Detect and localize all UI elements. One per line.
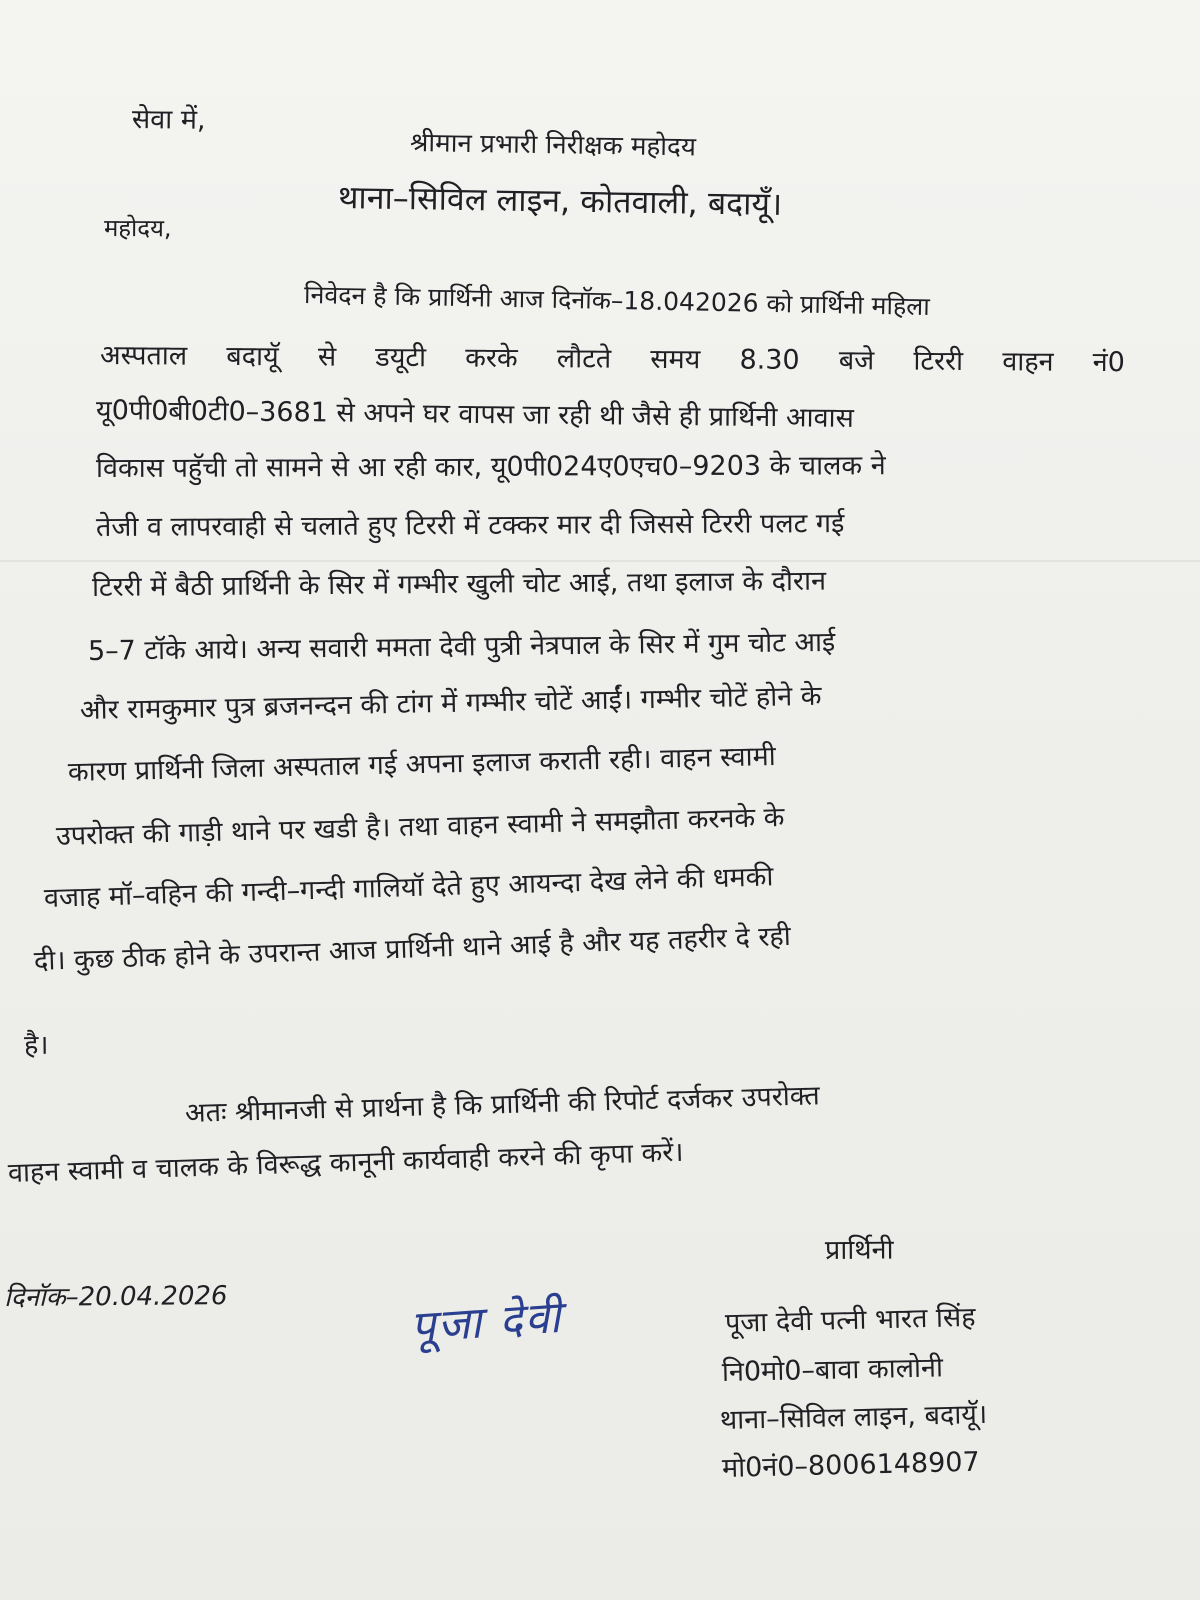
body-line-6: टिररी में बैठी प्रार्थिनी के सिर में गम्भीर खुली चोट आई, तथा इलाज के दौरान <box>91 565 827 603</box>
applicant-mobile: मो0नं0–8006148907 <box>721 1446 981 1484</box>
body-line-9: कारण प्रार्थिनी जिला अस्पताल गई अपना इलाज कराती रही। वाहन स्वामी <box>67 740 777 788</box>
salutation-to: सेवा में, <box>131 104 206 136</box>
body-line-12: दी। कुछ ठीक होने के उपरान्त आज प्रार्थिनी थाने आई है और यह तहरीर दे रही <box>33 920 792 977</box>
greeting: महोदय, <box>103 214 172 243</box>
paper-fold <box>0 560 1200 562</box>
request-line-1: अतः श्रीमानजी से प्रार्थना है कि प्रार्थिनी की रिपोर्ट दर्जकर उपरोक्त <box>184 1080 821 1129</box>
body-line-10: उपरोक्त की गाड़ी थाने पर खडी है। तथा वाहन स्वामी ने समझौता करनके के <box>55 801 785 852</box>
addressee-title: श्रीमान प्रभारी निरीक्षक महोदय <box>409 128 697 163</box>
body-line-1: निवेदन है कि प्रार्थिनी आज दिनॉक–18.042026 को प्रार्थिनी महिला <box>303 280 931 322</box>
applicant-address: नि0मो0–बावा कालोनी <box>721 1352 944 1388</box>
body-line-13: है। <box>23 1029 49 1061</box>
handwritten-signature: पूजा देवी <box>408 1291 565 1354</box>
addressee-station: थाना–सिविल लाइन, कोतवाली, बदायूँ। <box>337 178 783 223</box>
body-line-5: तेजी व लापरवाही से चलाते हुए टिररी में टक्कर मार दी जिससे टिररी पलट गई <box>95 508 845 543</box>
body-line-4: विकास पहुॅची तो सामने से आ रही कार, यू0पी024ए0एच0–9203 के चालक ने <box>95 450 886 484</box>
body-line-7: 5–7 टॉके आये। अन्य सवारी ममता देवी पुत्री नेत्रपाल के सिर में गुम चोट आई <box>87 626 836 667</box>
applicant-police-station: थाना–सिविल लाइन, बदायूॅ। <box>719 1398 988 1436</box>
letter-date: दिनॉक–20.04.2026 <box>3 1281 228 1313</box>
applicant-name: पूजा देवी पत्नी भारत सिंह <box>724 1301 976 1339</box>
body-line-2: अस्पताल बदायूॅ से डयूटी करके लौटते समय 8.30 बजे टिररी वाहन नं0 <box>99 340 1126 379</box>
body-line-11: वजाह मॉ–वहिन की गन्दी–गन्दी गालियॉ देते हुए आयन्दा देख लेने की धमकी <box>43 861 774 914</box>
body-line-3: यू0पी0बी0टी0–3681 से अपने घर वापस जा रही थी जैसे ही प्रार्थिनी आवास <box>95 395 854 434</box>
request-line-2: वाहन स्वामी व चालक के विरूद्ध कानूनी कार्यवाही करने की कृपा करें। <box>7 1136 684 1189</box>
applicant-label: प्रार्थिनी <box>824 1234 894 1266</box>
body-line-8: और रामकुमार पुत्र ब्रजनन्दन की टांग में गम्भीर चोटें आईं। गम्भीर चोटें होने के <box>79 680 822 726</box>
